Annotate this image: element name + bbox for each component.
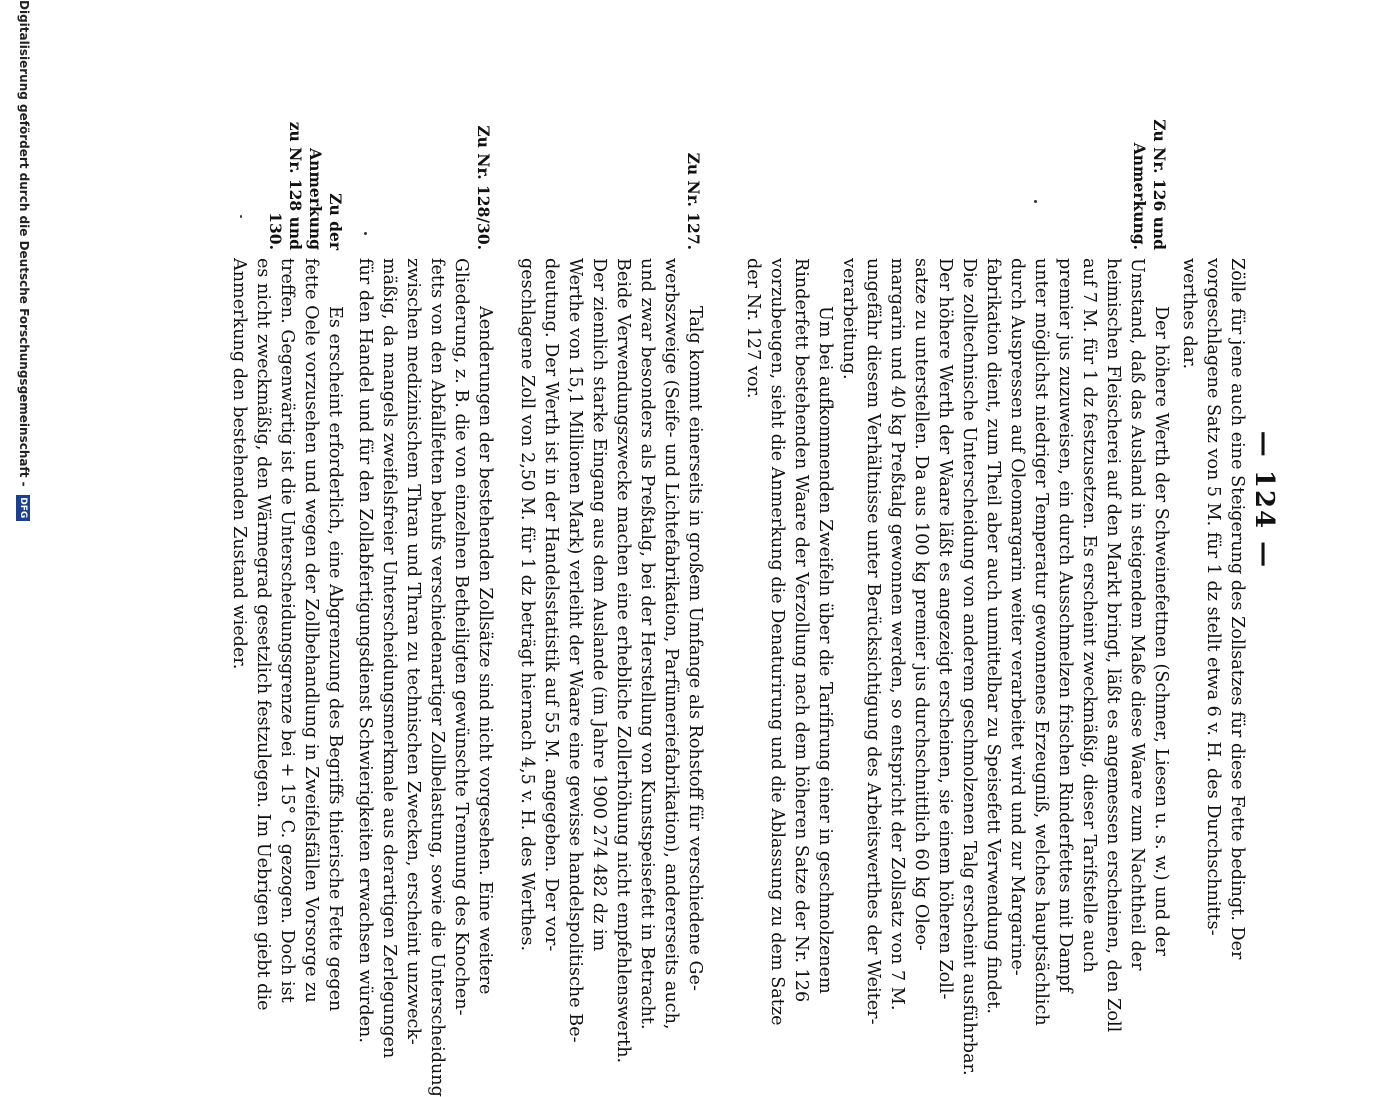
- text-line: unter möglichst niedriger Temperatur gewonnenes Erzeugniß, welches hauptsächlich: [1031, 258, 1051, 1026]
- paragraph: [227, 258, 347, 1012]
- paragraph: [353, 258, 497, 1097]
- margin-note-line: Zu Nr. 126 und: [1150, 119, 1169, 250]
- text-line: ungefähr diesem Verhältnisse unter Berücksichtigung des Arbeitswerthes der Weiter-: [863, 258, 883, 1025]
- text-line: werbszweige (Seife- und Lichtefabrikation, Parfümeriefabrikation), andererseits auch,: [661, 258, 681, 1030]
- text-line: satze zu unterstellen. Da aus 100 kg premier jus durchschnittlich 60 kg Oleo-: [911, 258, 931, 951]
- footer-text: Digitalisierung gefördert durch die Deutsche Forschungsgemeinschaft -: [17, 0, 31, 487]
- text-line: Die zolltechnische Unterscheidung von anderem geschmolzenen Talg erscheint ausführbar.: [959, 258, 979, 1076]
- text-line: Werthe von 15,1 Millionen Mark) verleiht der Waare eine gewisse handelspolitische Be-: [565, 258, 585, 1043]
- paragraph: [1177, 258, 1249, 960]
- text-line: deutung. Der Werth ist in der Handelsstatistik auf 55 M. angegeben. Der vor-: [541, 258, 561, 952]
- dfg-logo: DFG: [17, 495, 31, 521]
- margin-note: [1129, 90, 1169, 250]
- margin-note-line: Zu Nr. 127.: [684, 152, 703, 250]
- margin-note: [473, 90, 493, 250]
- text-line: Aenderungen der bestehenden Zollsätze sind nicht vorgesehen. Eine weitere: [475, 306, 495, 995]
- text-line: der Nr. 127 vor.: [743, 258, 763, 399]
- text-line: fetts von den Abfallfetten behufs verschiedenartiger Zollbelastung, sowie die Unterscheidung: [427, 258, 447, 1097]
- text-line: Der ziemlich starke Eingang aus dem Auslande (im Jahre 1900 274 482 dz im: [589, 258, 609, 952]
- text-line: Umstand, daß das Ausland in steigendem Maße diese Waare zum Nachtheil der: [1127, 258, 1147, 971]
- text-line: heimischen Fleischerei auf den Markt bringt, läßt es angemessen erscheinen, den Zoll: [1103, 258, 1123, 1033]
- paragraph: [837, 258, 1173, 1076]
- text-line: es nicht zweckmäßig, den Wärmegrad gesetzlich festzulegen. Im Uebrigen giebt die: [253, 258, 273, 1011]
- text-line: vorzubeugen, sieht die Anmerkung die Denaturirung und die Ablassung zu dem Satze: [767, 258, 787, 1026]
- page-number: — 124 —: [1249, 430, 1279, 570]
- digitization-footer: [17, 0, 32, 1000]
- text-line: durch Auspressen auf Oleomargarin weiter verarbeitet wird und zur Margarine-: [1007, 258, 1027, 976]
- text-line: Der höhere Werth der Waare läßt es angezeigt erscheinen, sie einem höheren Zoll-: [935, 258, 955, 1000]
- text-line: werthes dar.: [1179, 258, 1199, 370]
- text-line: auf 7 M. für 1 dz festzusetzen. Es erscheint zweckmäßig, dieser Tarifstelle auch: [1079, 258, 1099, 973]
- text-line: Beide Verwendungszwecke machen eine erhebliche Zollerhöhung nicht empfehlenswerth.: [613, 258, 633, 1064]
- margin-note-line: zu Nr. 128 und 130.: [266, 121, 305, 250]
- text-line: mäßig, da mangels zweifelsfreier Unterscheidungsmerkmale aus derartigen Zerlegungen: [379, 258, 399, 1059]
- text-line: margarin und 40 kg Preßtalg gewonnen werden, so entspricht der Zollsatz von 7 M.: [887, 258, 907, 1011]
- paragraph: [515, 258, 707, 1064]
- paragraph: [741, 258, 837, 1026]
- margin-note-line: Anmerkung.: [1130, 142, 1149, 250]
- text-line: für den Handel und für den Zollabfertigungsdienst Schwierigkeiten erwachsen würden.: [355, 258, 375, 1043]
- text-line: premier jus zuzuweisen, ein durch Ausschmelzen frischen Rinderfettes mit Dampf: [1055, 258, 1075, 993]
- margin-note: [683, 90, 703, 250]
- text-line: verarbeitung.: [839, 258, 859, 380]
- margin-note: [265, 90, 345, 250]
- text-line: Anmerkung den bestehenden Zustand wieder.: [229, 258, 249, 670]
- text-line: zwischen medizinischem Thran und Thran zu technischen Zwecken, erscheint unzweck-: [403, 258, 423, 1045]
- text-line: geschlagene Zoll von 2,50 M. für 1 dz beträgt hiernach 4,5 v. H. des Werthes.: [517, 258, 537, 952]
- text-line: Talg kommt einerseits in großem Umfange als Rohstoff für verschiedene Ge-: [685, 306, 705, 991]
- text-line: vorgeschlagene Satz von 5 M. für 1 dz stellt etwa 6 v. H. des Durchschnitts-: [1203, 258, 1223, 936]
- text-line: Rinderfett bestehenden Waare der Verzollung nach dem höheren Satze der Nr. 126: [791, 258, 811, 1003]
- margin-note-line: Zu Nr. 128/30.: [474, 125, 493, 250]
- text-line: fabrikation dient, zum Theil aber auch unmittelbar zu Speisefett Verwendung findet.: [983, 258, 1003, 1014]
- margin-note-line: Zu der Anmerkung: [306, 148, 345, 250]
- text-line: Zölle für jene auch eine Steigerung des Zollsatzes für diese Fette bedingt. Der: [1227, 258, 1247, 960]
- text-line: Um bei aufkommenden Zweifeln über die Tarifirung einer in geschmolzenem: [815, 306, 835, 994]
- text-line: Der höhere Werth der Schweinefettnen (Schmer, Liesen u. s. w.) und der: [1151, 306, 1171, 956]
- text-line: treffen. Gegenwärtig ist die Unterscheidungsgrenze bei + 15° C. gezogen. Doch ist: [277, 258, 297, 1003]
- text-line: Es erscheint erforderlich, eine Abgrenzung des Begriffs thierische Fette gegen: [325, 306, 345, 1012]
- text-line: Gliederung, z. B. die von einzelnen Betheiligten gewünschte Trennung des Knochen-: [451, 258, 471, 1016]
- text-line: und zwar besonders als Preßtalg, bei der Herstellung von Kunstspeisefett in Betracht.: [637, 258, 657, 1030]
- text-line: fette Oele vorzusehen und wegen der Zollbehandlung in Zweifelsfällen Vorsorge zu: [301, 258, 321, 1003]
